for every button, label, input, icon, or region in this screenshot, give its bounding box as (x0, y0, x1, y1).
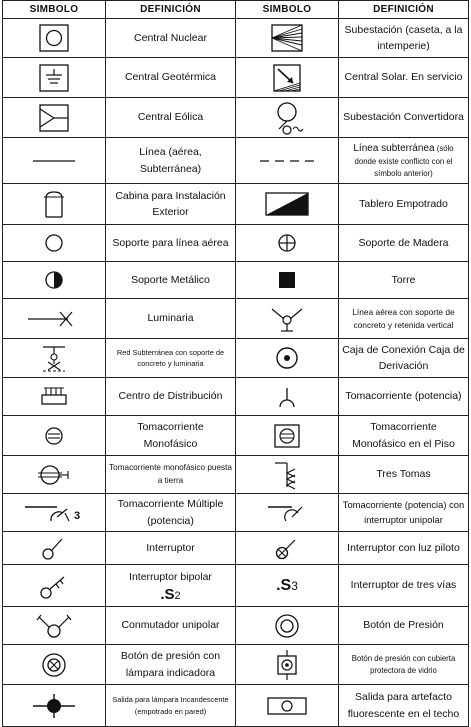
definition-text: Soporte Metálico (106, 262, 236, 299)
definition-text: Red Subterránea con soporte de concreto y luminaria (106, 339, 236, 378)
tomacorriente-monofasico-icon (3, 416, 106, 456)
table-row (3, 262, 469, 299)
tomacorriente-tierra-icon (3, 456, 106, 494)
definition-text: Soporte de Madera (339, 225, 469, 262)
definition-text: Tomacorriente Múltiple (potencia) (106, 494, 236, 532)
definition-text: Centro de Distribución (106, 378, 236, 416)
soporte-metalico-icon (3, 262, 106, 299)
definition-main: Línea subterránea (353, 142, 435, 154)
definition-text: Cabina para Instalación Exterior (106, 184, 236, 225)
boton-cubierta-icon (236, 645, 339, 685)
definition-text: Central Nuclear (106, 19, 236, 58)
centro-distribucion-icon (3, 378, 106, 416)
definition-text: Interruptor con luz piloto (339, 532, 469, 565)
symbol-legend-sheet (2, 0, 469, 718)
definition-text: Tablero Empotrado (339, 184, 469, 225)
definition-text: Interruptor (106, 532, 236, 565)
definition-text: Torre (339, 262, 469, 299)
table-row (3, 339, 469, 378)
linea-aerea-icon (3, 138, 106, 184)
table-row (3, 299, 469, 339)
linea-aerea-soporte-concreto-icon (236, 299, 339, 339)
definition-text: Línea aérea con soporte de concreto y retenida vertical (339, 299, 469, 339)
table-row (3, 98, 469, 138)
definition-text: Tres Tomas (339, 456, 469, 494)
definition-text: Luminaria (106, 299, 236, 339)
conmutador-unipolar-icon (3, 607, 106, 645)
tomacorriente-piso-icon (236, 416, 339, 456)
central-nuclear-icon (3, 19, 106, 58)
subestacion-icon (236, 19, 339, 58)
definition-text: Tomacorriente (potencia) (339, 378, 469, 416)
caja-conexion-icon (236, 339, 339, 378)
red-subterranea-luminaria-icon (3, 339, 106, 378)
table-row (3, 532, 469, 565)
central-eolica-icon (3, 98, 106, 138)
tomacorriente-multiple-icon (3, 494, 106, 532)
definition-text: Subestación Convertidora (339, 98, 469, 138)
luminaria-icon (3, 299, 106, 339)
header-simbolo-right: SIMBOLO (236, 1, 339, 19)
table-row (3, 19, 469, 58)
table-row (3, 565, 469, 607)
interruptor-bipolar-icon (3, 565, 106, 607)
definition-text: Caja de Conexión Caja de Derivación (339, 339, 469, 378)
central-solar-icon (236, 58, 339, 98)
table-row (3, 494, 469, 532)
table-row (3, 58, 469, 98)
symbol-code-number: 2 (174, 590, 181, 603)
table-header (3, 1, 469, 19)
interruptor-luz-piloto-icon (236, 532, 339, 565)
definition-text: Central Eólica (106, 98, 236, 138)
definition-text: Tomacorriente monofásico puesta a tierra (106, 456, 236, 494)
tomacorriente-interruptor-icon (236, 494, 339, 532)
definition-text: Interruptor de tres vías (339, 565, 469, 607)
table-row (3, 138, 469, 184)
symbol-label: 3 (74, 509, 81, 522)
definition-main: Interruptor bipolar (129, 570, 212, 583)
definition-text (106, 565, 236, 607)
definition-text: Tomacorriente (potencia) con interruptor unipolar (339, 494, 469, 532)
symbol-code-number: 3 (291, 578, 298, 593)
header-definicion-left: DEFINICIÓN (106, 1, 236, 19)
tomacorriente-potencia-icon (236, 378, 339, 416)
boton-presion-icon (236, 607, 339, 645)
definition-text: Salida para artefacto fluorescente en el techo (339, 685, 469, 727)
table-row (3, 378, 469, 416)
definition-text: Conmutador unipolar (106, 607, 236, 645)
symbol-code-letter: .S (276, 576, 292, 594)
header-simbolo-left: SIMBOLO (3, 1, 106, 19)
torre-icon (236, 262, 339, 299)
symbol-code-letter: .S (160, 586, 175, 604)
definition-text: Botón de presión con cubierta protectora de vidrio (339, 645, 469, 685)
table-row (3, 685, 469, 727)
definition-note: (sólo donde existe conflicto con el símbolo anterior) (354, 143, 454, 178)
definition-text: Botón de Presión (339, 607, 469, 645)
tablero-empotrado-icon (236, 184, 339, 225)
definition-text (339, 138, 469, 184)
definition-text: Soporte para línea aérea (106, 225, 236, 262)
interruptor-icon (3, 532, 106, 565)
definition-text: Central Solar. En servicio (339, 58, 469, 98)
table-row (3, 607, 469, 645)
table-row (3, 184, 469, 225)
table-row (3, 225, 469, 262)
soporte-madera-icon (236, 225, 339, 262)
linea-subterranea-icon (236, 138, 339, 184)
definition-text: Central Geotérmica (106, 58, 236, 98)
header-definicion-right: DEFINICIÓN (339, 1, 469, 19)
definition-text: Línea (aérea, Subterránea) (106, 138, 236, 184)
salida-fluorescente-icon (236, 685, 339, 727)
table-row (3, 645, 469, 685)
soporte-linea-aerea-icon (3, 225, 106, 262)
symbol-legend-table (2, 0, 469, 727)
definition-text: Tomacorriente Monofásico en el Piso (339, 416, 469, 456)
definition-text: Salida para lámpara Incandescente (empotrado en pared) (106, 685, 236, 727)
cabina-exterior-icon (3, 184, 106, 225)
salida-lampara-icon (3, 685, 106, 727)
definition-text: Subestación (caseta, a la intemperie) (339, 19, 469, 58)
central-geotermica-icon (3, 58, 106, 98)
definition-text: Tomacorriente Monofásico (106, 416, 236, 456)
symbol-code (109, 587, 232, 602)
interruptor-tres-vias-icon (236, 565, 339, 607)
subestacion-convertidora-icon (236, 98, 339, 138)
table-row (3, 456, 469, 494)
symbol-code (276, 577, 298, 594)
definition-text: Botón de presión con lámpara indicadora (106, 645, 236, 685)
tres-tomas-icon (236, 456, 339, 494)
boton-lampara-icon (3, 645, 106, 685)
table-row (3, 416, 469, 456)
